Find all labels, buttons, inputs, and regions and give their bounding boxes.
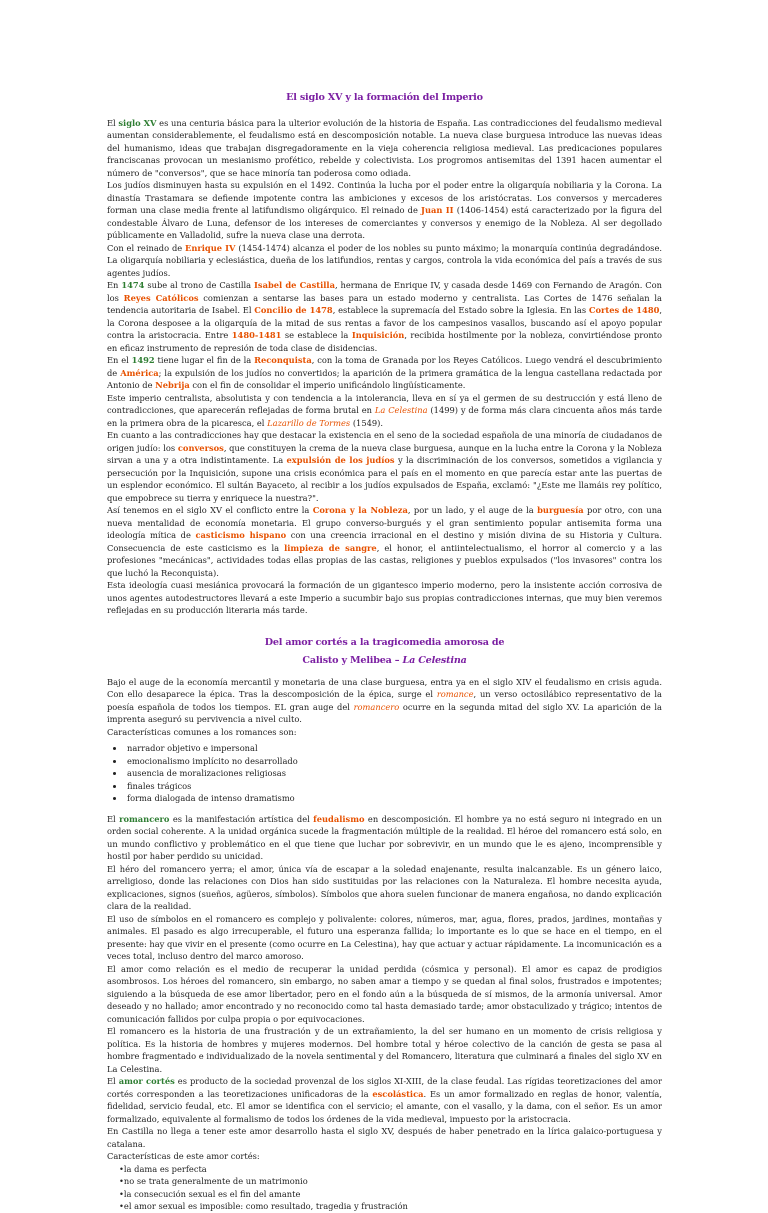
text-run: comienzan a sentarse las bases para un estado moderno y centralista. Las Cortes de 1476 señalan la tendencia autoritaria de Isabel. El [107,292,662,315]
text-run: ocurre en la segunda mitad del siglo XV. La aparición de la imprenta aseguró su pervivencia a nivel culto. [107,701,662,724]
text-run: sube al trono de Castilla [144,280,255,290]
paragraph [107,963,662,1026]
paragraph [107,676,662,726]
paragraph [107,813,662,863]
text-run: , el honor, el antiintelectualismo, el horror al comercio y a las profesiones "mecánicas", actividades todas ellas propias de las castas, religiones y pueblos expulsados ("los invasores" contra los que luchó la Reconquista). [107,542,662,578]
text-run: y la discriminación de los conversos, sometidos a vigilancia y persecución por la Inquisición, supone una crisis económica para el país en el momento en que parecía estar ante las puertas de un esplendor económico. El sultán Bayaceto, al recibir a los judíos expulsados de España, exclamó: "¿Este me llamáis rey político, que empobrece su tierra y enriquece la nuestra?". [107,455,662,503]
text-run: El uso de símbolos en el romancero es complejo y polivalente: colores, números, mar, agua, flores, prados, jardines, montañas y animales. El pasado es algo irrecuperable, el futuro una esperanza fallida; lo importante es lo que se hace en el tiempo, en el presente: hay que vivir en el presente (como ocurre en La Celestina), hay que actuar y actuar rápidamente. La incomunicación es a veces total, incluso dentro del marco amoroso. [107,913,662,961]
section-title-amor-cortes-line1: Del amor cortés a la tragicomedia amorosa de [264,636,505,648]
highlighted-term: Juan II [421,205,454,215]
highlighted-term: Cortes de 1480 [588,305,660,315]
text-run: Este imperio centralista, absolutista y con tendencia a la intolerancia, lleva en sí ya el germen de su destrucción y está lleno de contradicciones, que aparecerán reflejadas de forma brutal en [107,392,662,415]
list-item: • ausencia de moralizaciones religiosas [125,767,662,780]
paragraph [107,579,662,617]
list-item: • emocionalismo implícito no desarrollado [125,755,662,768]
highlighted-term: Enrique IV [185,242,236,253]
text-run: Los judíos disminuyen hasta su expulsión en el 1492. Continúa la lucha por el poder entre la oligarquía nobiliaria y la Corona. La dinastía Trastamara se defiende impotente contra las ambiciones y excesos de los aristócratas. Los conversos y mercaderes forman una clase media frente al latifundismo oligárquico. El reinado de [107,180,662,215]
text-run: es la manifestación artística del [169,813,314,824]
text-run: El [107,1076,119,1086]
highlighted-term: expulsión de los judíos [286,455,395,465]
highlighted-term: 1492 [131,355,155,365]
highlighted-term: Lazarillo de Tormes [267,417,351,428]
paragraph [107,279,662,354]
paragraph [107,429,662,504]
text-run: , recibida hostilmente por la nobleza, convirtiéndose pronto en eficaz instrumento de represión de toda clase de disidencias. [107,330,662,353]
text-run: , hermana de Enrique IV, y casada desde 1469 con Fernando de Aragón. Con los [107,280,662,303]
highlighted-term: romancero [119,813,170,824]
paragraph [107,392,662,430]
highlighted-term: siglo XV [118,117,157,128]
text-run: , un verso octosilábico representativo de la poesía española de todos los tiempos. EL gran auge del [107,689,662,712]
list-item: • no se trata generalmente de un matrimonio [119,1175,662,1188]
text-run: ; la expulsión de los judíos no convertidos; la aparición de la primera gramática de la lengua castellana redactada por Antonio de [107,367,662,390]
text-run: se establece la [281,330,352,340]
section-title-siglo-xv: El siglo XV y la formación del Imperio [286,92,483,103]
section-amor-cortes-intro [107,676,662,739]
section-amor-cortes-body [107,813,662,1163]
text-run: , con la toma de Granada por los Reyes Católicos. Luego vendrá el descubrimiento de [107,355,662,378]
paragraph [107,863,662,913]
text-run: El romancero es la historia de una frustración y de un extrañamiento, la del ser humano en un momento de crisis religiosa y política. Es la historia de hombres y mujeres modernos. Del hombre total y héroe colectivo de la canción de gesta se pasa al hombre fragmentado e individualizado de la novela sentimental y del Romancero, literatura que culminará a finales del siglo XV en La Celestina. [107,1026,662,1074]
text-run: (1406-1454) está caracterizado por la figura del condestable Álvaro de Luna, defensor de los intereses de comerciantes y conversos y enemigo de la Nobleza. Al ser degollado públicamente en Valladolid, sufre la nueva clase una derrota. [107,205,662,240]
text-run: es una centuria básica para la ulterior evolución de la historia de España. Las contradicciones del feudalismo medieval aumentan considerablemente, el feudalismo está en descomposición notable. La nueva clase burguesa introduce las nuevas ideas del humanismo, ideas que trabajan disgregadoramente en la vieja coherencia religiosa medieval. Las predicaciones populares franciscanas provocan un mesianismo profético, rebelde y colectivista. Los progromos antisemitas del 1391 hacen aumentar el número de "conversos", que se hace minoría tan poderosa como odiada. [107,117,662,178]
text-run: En [107,280,122,290]
text-run: con el fin de consolidar el imperio unificándolo lingüísticamente. [189,380,466,390]
text-run: Esta ideología cuasi mesiánica provocará la formación de un gigantesco imperio moderno, pero la insistente acción corrosiva de unos agentes autodestructores llevará a este Imperio a sucumbir bajo sus propias contradicciones internas, que muy bien veremos reflejadas en su producción literaria más tarde. [107,580,662,615]
text-run: (1454-1474) alcanza el poder de los nobles su punto máximo; la monarquía continúa degradándose. La oligarquía nobiliaria y eclesiástica, dueña de los latifundios, rentas y cargos, controla la vida económica del país a través de sus agentes judíos. [107,242,662,278]
paragraph [107,354,662,392]
highlighted-term: Corona y la Nobleza [312,505,408,515]
highlighted-term: Nebrija [155,380,190,390]
text-run: (1549). [350,417,384,428]
highlighted-term: conversos [177,442,224,453]
list-item: • finales trágicos [125,780,662,793]
paragraph [107,1125,662,1150]
list-item: • la dama es perfecta [119,1163,662,1176]
highlighted-term: Concilio de 1478 [254,305,333,315]
text-run: El [107,813,120,824]
text-run: en descomposición. El hombre ya no está seguro ni integrado en un orden social coherente. A la unidad orgánica sucede la fragmentación múltiple de la realidad. El héroe del romancero está solo, en un mundo conflictivo y problemático en el que tiene que luchar por sobrevivir, en un mundo que le es ajeno, incomprensible y hostil por haber perdido su unicidad. [107,813,662,861]
highlighted-term: 1474 [121,280,145,290]
text-run: , que constituyen la crema de la nueva clase burguesa, aunque en la lucha entre la Corona y la Nobleza sirvan a una y a otra indistintamente. La [107,442,662,465]
highlighted-term: limpieza de sangre [284,542,377,553]
highlighted-term: América [120,367,159,378]
highlighted-term: La Celestina [374,405,428,415]
paragraph [107,726,662,739]
text-run: tiene lugar el fin de la [154,355,255,365]
highlighted-term: Reconquista [254,355,312,365]
list-item: • el amor sexual es imposible: como resultado, tragedia y frustración [119,1200,662,1213]
paragraph [107,117,662,180]
highlighted-term: burguesía [537,505,584,515]
text-run: En Castilla no llega a tener este amor desarrollo hasta el siglo XV, después de haber penetrado en la lírica galaico-portuguesa y catalana. [107,1126,662,1149]
text-run: por otro, con una nueva mentalidad de economía monetaria. El grupo converso-burgués y el gran sentimiento popular antisemita forma una ideología mítica de [107,505,663,540]
text-run: El amor como relación es el medio de recuperar la unidad perdida (cósmica y personal). El amor es capaz de prodigios asombrosos. Los héroes del romancero, sin embargo, no saben amar a tiempo y se quedan al final solos, frustrados e impotentes; siguiendo a la búsqueda de ese amor libertador, pero en el fondo aún a la búsqueda de sí mismos, de la armonía universal. Amor deseado y no hallado; amor encontrado y no reconocido como tal hasta demasiado tarde; amor obstaculizado y trágico; intentos de comunicación fallidos por culpa propia o por equivocaciones. [107,963,662,1024]
text-run: , la Corona desposee a la oligarquía de la mitad de sus rentas a favor de los campesinos vasallos, buscando así el apoyo popular contra la aristocracia. Entre [107,305,663,340]
highlighted-term: Isabel de Castilla [254,280,335,290]
text-run: , por un lado, y el auge de la [407,505,538,515]
highlighted-term: amor cortés [118,1076,175,1086]
paragraph [107,1075,662,1125]
text-run: En el [107,355,132,365]
list-item: • narrador objetivo e impersonal [125,742,662,755]
text-run: Características de este amor cortés: [107,1151,260,1161]
highlighted-term: romancero [353,701,400,712]
section-siglo-xv-body [107,117,662,617]
paragraph [107,913,662,963]
text-run: . Es un amor formalizado en reglas de honor, valentía, fidelidad, servicio feudal, etc. El amor se identifica con el servicio; el amante, con el vasallo, y la dama, con el señor. Es un amor formalizado, equivalente al formalismo de todos los órdenes de la vida medieval, impuesto por la aristocracia. [107,1088,662,1124]
paragraph [107,179,662,242]
text-run: El héro del romancero yerra; el amor, única vía de escapar a la soledad enajenante, resulta inalcanzable. Es un género laico, arreligioso, donde las relaciones con Dios han sido sustituidas por las relaciones con la Naturaleza. El hombre necesita ayuda, explicaciones, signos (sueños, agüeros, símbolos). Símbolos que ahora suelen funcionar de manera engañosa, no dando explicación clara de la realidad. [107,863,662,911]
courtly-love-features-list [107,1163,662,1213]
highlighted-term: escolástica [372,1088,424,1099]
text-run: Así tenemos en el siglo XV el conflicto entre la [107,505,313,515]
highlighted-term: Inquisición [351,330,405,340]
romance-features-list [107,742,662,805]
text-run: El [107,117,119,128]
text-run: es producto de la sociedad provenzal de los siglos XI-XIII, de la clase feudal. Las rígidas teoretizaciones del amor cortés corresponden a las teoretizaciones unificadoras de la [107,1076,662,1099]
highlighted-term: Reyes Católicos [123,292,199,303]
text-run: con una creencia irracional en el destino y misión divina de su Historia y Cultura. Consecuencia de este casticismo es la [107,530,663,553]
paragraph [107,1150,662,1163]
highlighted-term: romance [436,689,474,699]
text-run: (1499) y de forma más clara cincuenta años más tarde en la primera obra de la picaresca, el [107,405,663,428]
paragraph [107,504,662,579]
title-italic: La Celestina [402,655,467,666]
paragraph [107,1025,662,1075]
list-item: • la consecución sexual es el fin del amante [119,1188,662,1201]
text-run: Características comunes a los romances son: [107,726,297,737]
highlighted-term: casticismo hispano [195,530,287,540]
list-item: • forma dialogada de intenso dramatismo [125,792,662,805]
paragraph [107,242,662,280]
title-prefix: Calisto y Melibea – [302,655,403,666]
text-run: Bajo el auge de la economía mercantil y monetaria de una clase burguesa, entra ya en el siglo XIV el feudalismo en crisis aguda. Con ello desaparece la épica. Tras la descomposición de la épica, surge el [107,676,662,699]
section-title-amor-cortes-line2 [107,655,662,668]
highlighted-term: feudalismo [313,813,365,824]
text-run: En cuanto a las contradicciones hay que destacar la existencia en el seno de la sociedad española de una minoría de ciudadanos de origen judío: los [107,430,662,453]
text-run: , establece la supremacía del Estado sobre la Iglesia. En las [332,305,589,315]
text-run: Con el reinado de [107,242,186,253]
highlighted-term: 1480-1481 [231,330,282,340]
